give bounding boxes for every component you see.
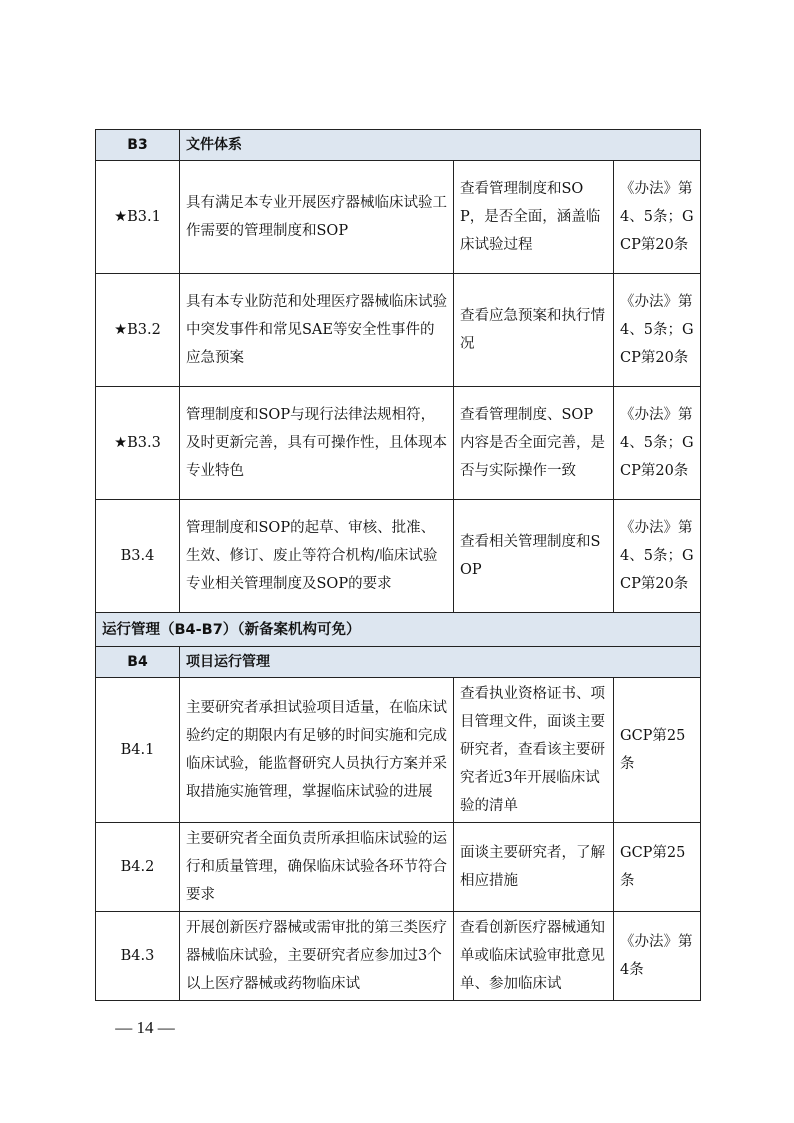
category-row xyxy=(96,613,701,647)
item-requirement: 开展创新医疗器械或需审批的第三类医疗器械临床试验，主要研究者应参加过3个以上医疗器械或药物临床试 xyxy=(180,912,454,1001)
evaluation-table xyxy=(95,129,701,1001)
item-code: ★B3.1 xyxy=(96,161,180,274)
header-title: 文件体系 xyxy=(180,130,701,161)
item-basis: 《办法》第4、5条；GCP第20条 xyxy=(614,387,701,500)
table-row xyxy=(96,274,701,387)
item-basis: 《办法》第4、5条；GCP第20条 xyxy=(614,500,701,613)
item-check-method: 面谈主要研究者，了解相应措施 xyxy=(454,823,614,912)
item-check-method: 查看执业资格证书、项目管理文件，面谈主要研究者，查看该主要研究者近3年开展临床试验的清单 xyxy=(454,678,614,823)
item-requirement: 管理制度和SOP与现行法律法规相符，及时更新完善，具有可操作性，且体现本专业特色 xyxy=(180,387,454,500)
item-basis: 《办法》第4、5条；GCP第20条 xyxy=(614,274,701,387)
item-requirement: 具有满足本专业开展医疗器械临床试验工作需要的管理制度和SOP xyxy=(180,161,454,274)
category-title: 运行管理（B4-B7）（新备案机构可免） xyxy=(96,613,701,647)
item-code: B4.3 xyxy=(96,912,180,1001)
item-code: ★B3.2 xyxy=(96,274,180,387)
table-row xyxy=(96,678,701,823)
item-requirement: 管理制度和SOP的起草、审核、批准、生效、修订、废止等符合机构/临床试验专业相关管理制度及SOP的要求 xyxy=(180,500,454,613)
item-basis: GCP第25条 xyxy=(614,823,701,912)
item-check-method: 查看创新医疗器械通知单或临床试验审批意见单、参加临床试 xyxy=(454,912,614,1001)
section-header-row xyxy=(96,130,701,161)
item-code: ★B3.3 xyxy=(96,387,180,500)
item-check-method: 查看应急预案和执行情况 xyxy=(454,274,614,387)
table-row xyxy=(96,387,701,500)
item-check-method: 查看相关管理制度和SOP xyxy=(454,500,614,613)
page-number: — 14 — xyxy=(115,1018,175,1037)
item-requirement: 具有本专业防范和处理医疗器械临床试验中突发事件和常见SAE等安全性事件的应急预案 xyxy=(180,274,454,387)
item-basis: 《办法》第4条 xyxy=(614,912,701,1001)
header-title: 项目运行管理 xyxy=(180,647,701,678)
table-row xyxy=(96,912,701,1001)
table-row xyxy=(96,161,701,274)
table-row xyxy=(96,823,701,912)
item-code: B4.2 xyxy=(96,823,180,912)
item-requirement: 主要研究者全面负责所承担临床试验的运行和质量管理，确保临床试验各环节符合要求 xyxy=(180,823,454,912)
table-row xyxy=(96,500,701,613)
header-code: B4 xyxy=(96,647,180,678)
header-code: B3 xyxy=(96,130,180,161)
item-code: B4.1 xyxy=(96,678,180,823)
section-header-row xyxy=(96,647,701,678)
item-check-method: 查看管理制度和SOP，是否全面，涵盖临床试验过程 xyxy=(454,161,614,274)
item-code: B3.4 xyxy=(96,500,180,613)
item-basis: GCP第25条 xyxy=(614,678,701,823)
item-requirement: 主要研究者承担试验项目适量，在临床试验约定的期限内有足够的时间实施和完成临床试验，能监督研究人员执行方案并采取措施实施管理，掌握临床试验的进展 xyxy=(180,678,454,823)
item-check-method: 查看管理制度、SOP内容是否全面完善，是否与实际操作一致 xyxy=(454,387,614,500)
item-basis: 《办法》第4、5条；GCP第20条 xyxy=(614,161,701,274)
